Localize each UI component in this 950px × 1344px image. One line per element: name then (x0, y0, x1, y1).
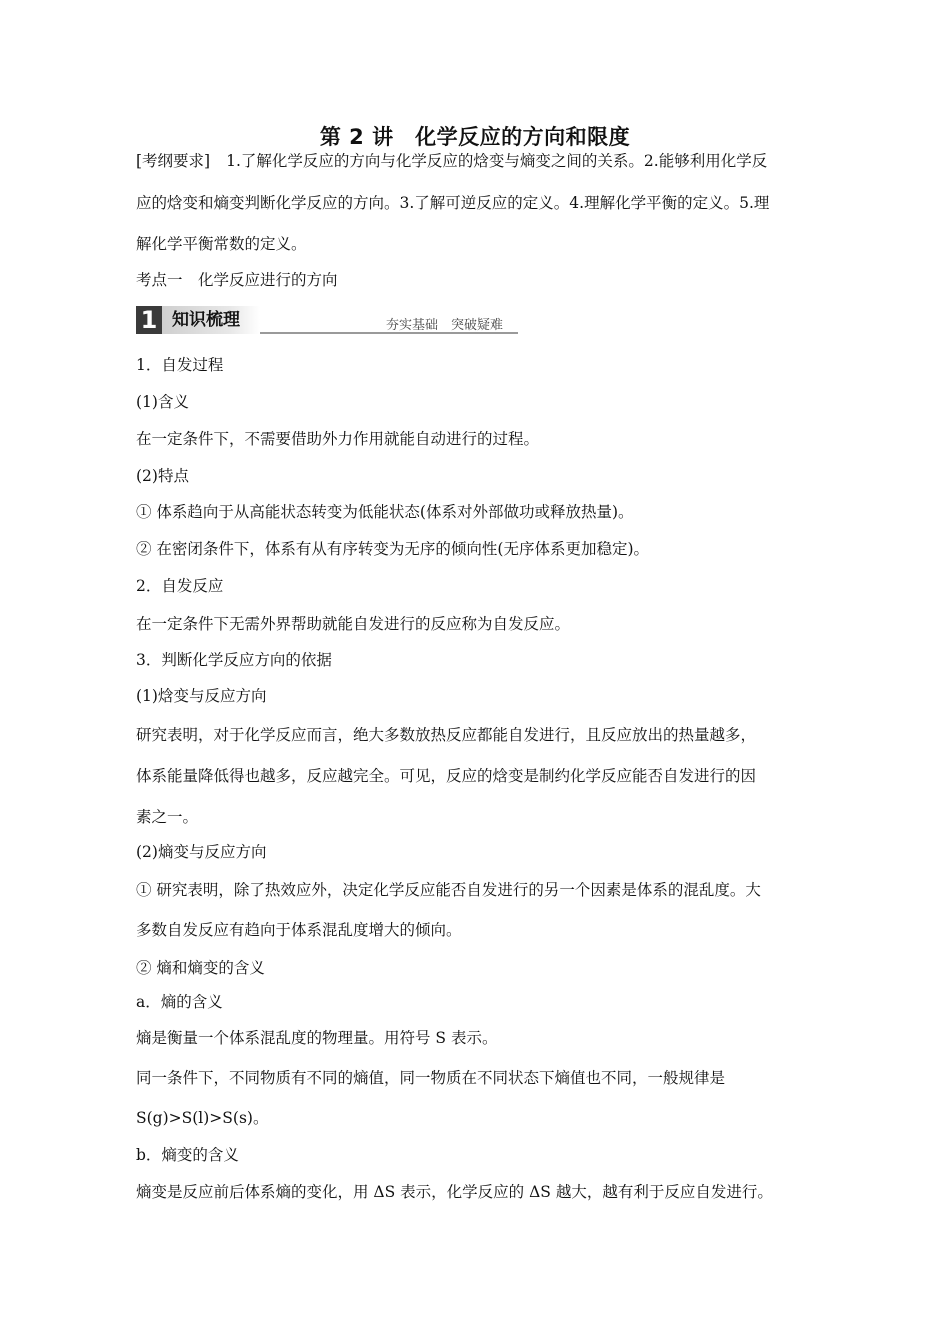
banner-number: 1 (136, 306, 162, 334)
body-line: (2)熵变与反应方向 (136, 843, 267, 861)
body-line: 同一条件下，不同物质有不同的熵值，同一物质在不同状态下熵值也不同，一般规律是 (136, 1069, 726, 1087)
body-line: ① 研究表明，除了热效应外，决定化学反应能否自发进行的另一个因素是体系的混乱度。大 (136, 881, 761, 899)
requirements-line-3: 解化学平衡常数的定义。 (136, 235, 307, 253)
page-title: 第 2 讲 化学反应的方向和限度 (319, 125, 631, 149)
body-line: (1)焓变与反应方向 (136, 687, 267, 705)
body-line: 多数自发反应有趋向于体系混乱度增大的倾向。 (136, 921, 462, 939)
body-line: 在一定条件下，不需要借助外力作用就能自动进行的过程。 (136, 430, 540, 448)
body-line: 在一定条件下无需外界帮助就能自发进行的反应称为自发反应。 (136, 615, 571, 633)
body-line: 3．判断化学反应方向的依据 (136, 651, 332, 669)
body-line: 熵变是反应前后体系熵的变化，用 ΔS 表示，化学反应的 ΔS 越大，越有利于反应自发进行。 (136, 1183, 773, 1201)
body-line: ② 在密闭条件下，体系有从有序转变为无序的倾向性(无序体系更加稳定)。 (136, 540, 650, 558)
body-line: 体系能量降低得也越多，反应越完全。可见，反应的焓变是制约化学反应能否自发进行的因 (136, 767, 757, 785)
requirements-text-1: 1.了解化学反应的方向与化学反应的焓变与熵变之间的关系。2.能够利用化学反 (226, 152, 768, 170)
body-line: a．熵的含义 (136, 993, 223, 1011)
requirements-label: [考纲要求] (136, 152, 211, 170)
section-title: 考点一 化学反应进行的方向 (136, 271, 338, 289)
knowledge-banner (136, 306, 518, 334)
body-line: b．熵变的含义 (136, 1146, 239, 1164)
requirements-line-1 (136, 151, 816, 171)
body-line: ① 体系趋向于从高能状态转变为低能状态(体系对外部做功或释放热量)。 (136, 503, 634, 521)
body-line: 2．自发反应 (136, 577, 224, 595)
body-line: 1．自发过程 (136, 356, 224, 374)
body-line: 研究表明，对于化学反应而言，绝大多数放热反应都能自发进行，且反应放出的热量越多， (136, 726, 757, 744)
body-line: ② 熵和熵变的含义 (136, 959, 265, 977)
banner-heading: 知识梳理 (162, 306, 260, 334)
body-line: 素之一。 (136, 808, 199, 826)
body-line: (2)特点 (136, 467, 189, 485)
banner-subtitle: 夯实基础 突破疑难 (386, 318, 504, 333)
requirements-line-2: 应的焓变和熵变判断化学反应的方向。3.了解可逆反应的定义。4.理解化学平衡的定义。5.理 (136, 194, 770, 212)
body-line: (1)含义 (136, 393, 189, 411)
body-line: 熵是衡量一个体系混乱度的物理量。用符号 S 表示。 (136, 1029, 498, 1047)
body-line: S(g)>S(l)>S(s)。 (136, 1109, 269, 1127)
